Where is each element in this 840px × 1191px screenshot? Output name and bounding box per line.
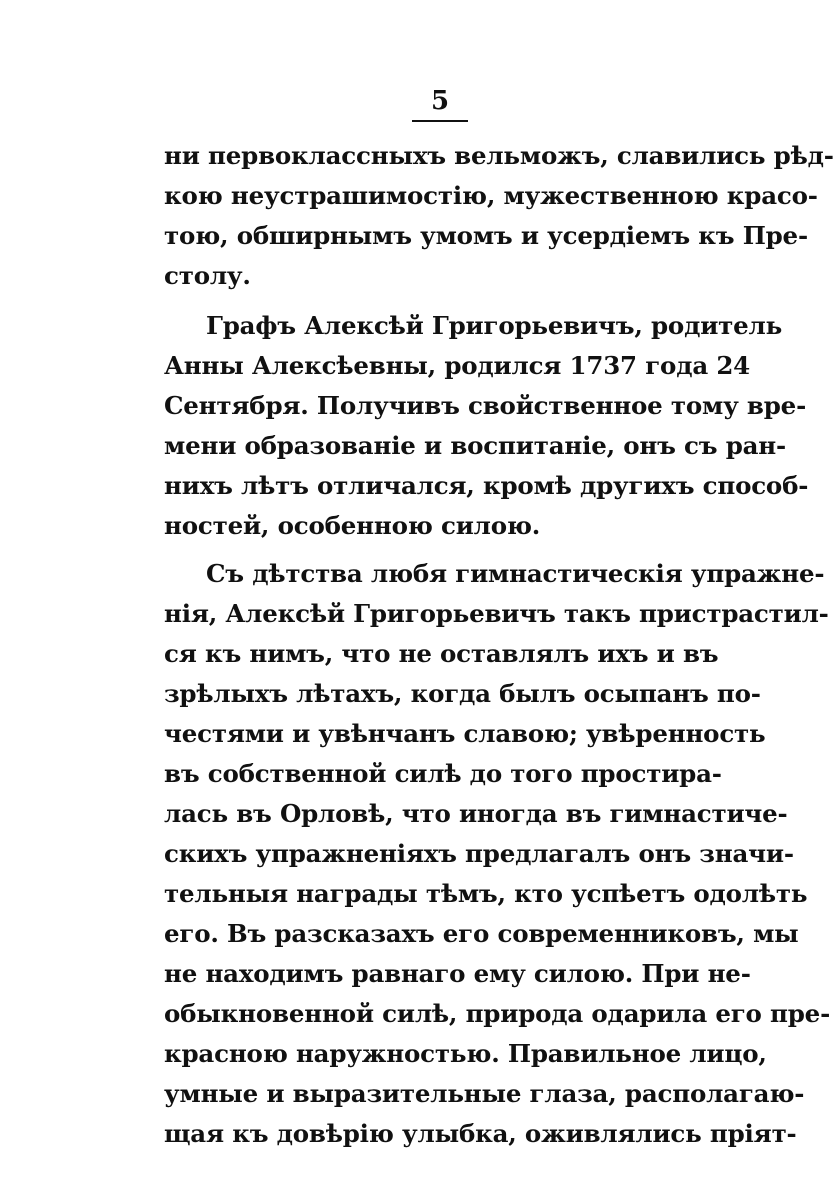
text-line: ся къ нимъ, что не оставлялъ ихъ и въ (164, 639, 719, 668)
text-line: не находимъ равнаго ему силою. При не- (164, 959, 751, 988)
text-line: его. Въ разсказахъ его современниковъ, мы (164, 919, 799, 948)
text-line: тою, обширнымъ умомъ и усердіемъ къ Пре- (164, 221, 808, 250)
text-line: зрѣлыхъ лѣтахъ, когда былъ осыпанъ по- (164, 679, 761, 708)
text-line: ностей, особенною силою. (164, 511, 541, 540)
text-line: Съ дѣтства любя гимнастическія упражне- (206, 559, 825, 588)
text-line: красною наружностью. Правильное лицо, (164, 1039, 767, 1068)
text-line: тельныя награды тѣмъ, кто успѣетъ одолѣть (164, 879, 808, 908)
text-line: въ собственной силѣ до того простира- (164, 759, 722, 788)
text-line: Сентября. Получивъ свойственное тому вре- (164, 391, 807, 420)
page-number-rule (412, 120, 468, 122)
text-line: щая къ довѣрію улыбка, оживлялись пріят- (164, 1119, 797, 1148)
text-line: нія, Алексѣй Григорьевичъ такъ пристрастил- (164, 599, 829, 628)
text-line: кою неустрашимостію, мужественною красо- (164, 181, 818, 210)
text-line: ни первоклассныхъ вельможъ, славились рѣд- (164, 141, 834, 170)
text-line: скихъ упражненіяхъ предлагалъ онъ значи- (164, 839, 794, 868)
text-line: Анны Алексѣевны, родился 1737 года 24 (164, 351, 751, 380)
text-line: обыкновенной силѣ, природа одарила его пре- (164, 999, 831, 1028)
page-number: 5 (430, 86, 450, 116)
text-line: мени образованіе и воспитаніе, онъ съ ран- (164, 431, 786, 460)
text-line: Графъ Алексѣй Григорьевичъ, родитель (206, 311, 783, 340)
text-line: честями и увѣнчанъ славою; увѣренность (164, 719, 766, 748)
text-line: столу. (164, 261, 251, 290)
text-line: лась въ Орловѣ, что иногда въ гимнастиче- (164, 799, 788, 828)
text-line: умные и выразительные глаза, располагаю- (164, 1079, 805, 1108)
text-line: нихъ лѣтъ отличался, кромѣ другихъ способ- (164, 471, 809, 500)
